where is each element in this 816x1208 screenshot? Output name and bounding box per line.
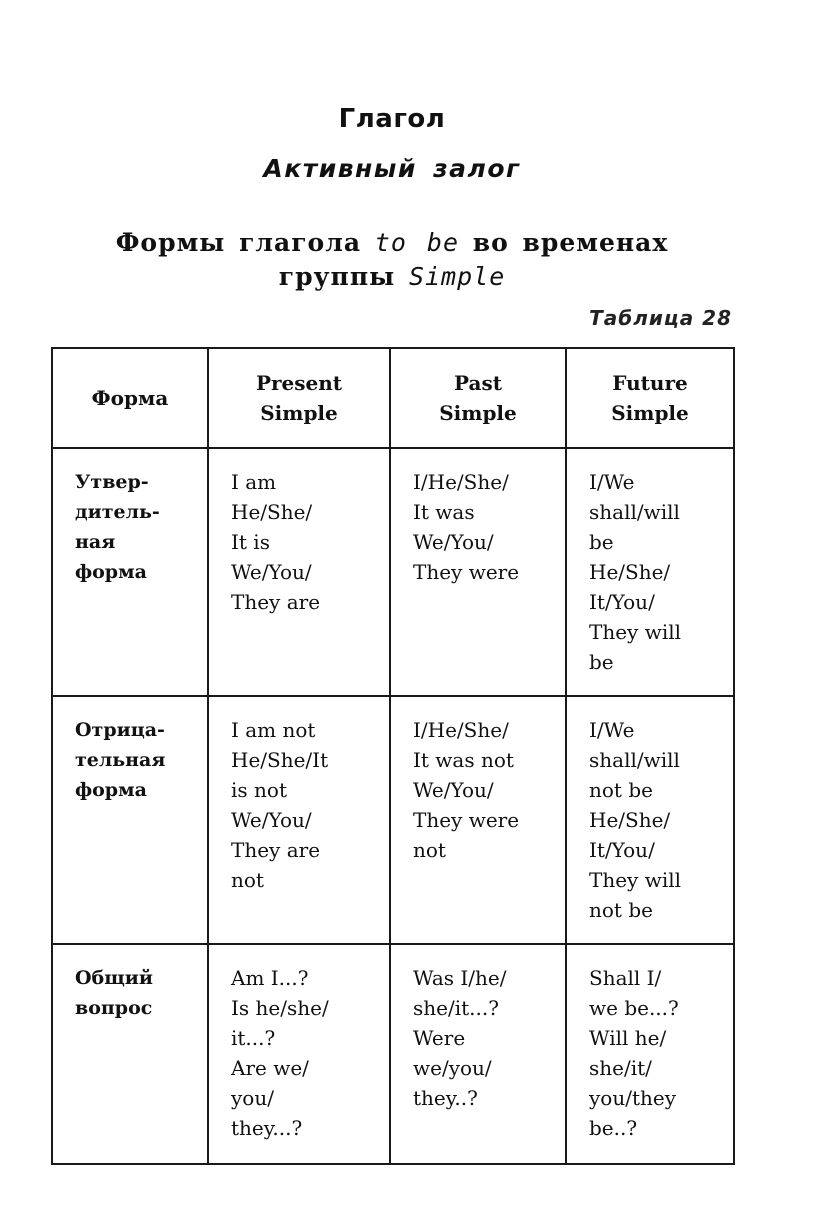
cell-line: It/You/: [589, 590, 655, 614]
cell-line: We/You/: [413, 778, 494, 802]
table-header-row: [52, 348, 734, 448]
cell-line: He/She/It: [231, 748, 329, 772]
cell-line: she/it...?: [413, 996, 499, 1020]
cell-line: be: [589, 650, 614, 674]
table-row-question: [52, 944, 734, 1164]
cell-line: not: [231, 868, 264, 892]
table-row-negative: [52, 696, 734, 944]
cell-line: They were: [413, 808, 520, 832]
label-line: Отрица-: [75, 719, 165, 741]
cell-line: shall/will: [589, 748, 680, 772]
cell-line: Will he/: [589, 1026, 667, 1050]
label-line: ная: [75, 531, 116, 553]
cell-line: not be: [589, 898, 653, 922]
header-present: [208, 348, 390, 448]
header-present-line: Present: [255, 371, 343, 395]
verb-forms-table: [51, 347, 735, 1165]
cell-affirmative-future: [566, 448, 734, 696]
row-label-affirmative: [52, 448, 208, 696]
cell-line: I/He/She/: [413, 718, 509, 742]
cell-line: It was not: [413, 748, 514, 772]
table-row-affirmative: [52, 448, 734, 696]
cell-negative-past: [390, 696, 566, 944]
cell-line: we be...?: [589, 996, 679, 1020]
heading-part3: группы: [278, 262, 396, 291]
cell-line: He/She/: [589, 560, 671, 584]
cell-affirmative-present: [208, 448, 390, 696]
cell-line: Was I/he/: [413, 966, 507, 990]
cell-line: They are: [231, 590, 321, 614]
label-line: дитель-: [75, 501, 160, 523]
heading-part1: Формы глагола: [115, 228, 362, 257]
cell-question-present: [208, 944, 390, 1164]
header-future-line: Simple: [611, 401, 689, 425]
cell-question-future: [566, 944, 734, 1164]
cell-affirmative-past: [390, 448, 566, 696]
label-line: Утвер-: [75, 471, 149, 493]
row-label-negative: [52, 696, 208, 944]
cell-line: she/it/: [589, 1056, 652, 1080]
header-future: [566, 348, 734, 448]
cell-line: you/: [231, 1086, 274, 1110]
cell-line: We/You/: [413, 530, 494, 554]
cell-line: not be: [589, 778, 653, 802]
label-line: тельная: [75, 749, 166, 771]
cell-line: they...?: [231, 1116, 303, 1140]
cell-line: They will: [589, 868, 682, 892]
cell-line: They are: [231, 838, 321, 862]
cell-line: I/We: [589, 718, 635, 742]
cell-negative-future: [566, 696, 734, 944]
row-label-question: [52, 944, 208, 1164]
cell-negative-present: [208, 696, 390, 944]
cell-line: I am: [231, 470, 277, 494]
cell-line: they..?: [413, 1086, 478, 1110]
heading-verb: to be: [374, 228, 460, 257]
cell-line: He/She/: [589, 808, 671, 832]
header-past: [390, 348, 566, 448]
cell-line: It/You/: [589, 838, 655, 862]
header-past-line: Simple: [439, 401, 517, 425]
cell-line: Am I...?: [231, 966, 309, 990]
cell-line: we/you/: [413, 1056, 492, 1080]
header-past-line: Past: [454, 371, 502, 395]
table-number: Таблица 28: [589, 306, 732, 330]
cell-line: We/You/: [231, 808, 312, 832]
cell-line: it...?: [231, 1026, 276, 1050]
header-present-line: Simple: [260, 401, 338, 425]
cell-line: you/they: [589, 1086, 677, 1110]
page-subtitle: Активный залог: [263, 154, 521, 183]
cell-line: It was: [413, 500, 475, 524]
cell-line: It is: [231, 530, 270, 554]
cell-line: be: [589, 530, 614, 554]
cell-line: I am not: [231, 718, 316, 742]
cell-line: We/You/: [231, 560, 312, 584]
cell-line: Shall I/: [589, 966, 662, 990]
cell-question-past: [390, 944, 566, 1164]
label-line: форма: [75, 779, 147, 801]
header-future-line: Future: [612, 371, 688, 395]
page-title: Глагол: [338, 104, 446, 134]
cell-line: is not: [231, 778, 287, 802]
header-form: Форма: [52, 348, 208, 448]
cell-line: I/We: [589, 470, 635, 494]
heading-part2: во временах: [472, 228, 669, 257]
heading-group: Simple: [408, 262, 506, 291]
cell-line: Is he/she/: [231, 996, 329, 1020]
section-heading: [0, 226, 784, 294]
cell-line: They will: [589, 620, 682, 644]
label-line: вопрос: [75, 997, 153, 1019]
cell-line: shall/will: [589, 500, 680, 524]
cell-line: He/She/: [231, 500, 313, 524]
cell-line: be..?: [589, 1116, 638, 1140]
cell-line: Are we/: [231, 1056, 309, 1080]
cell-line: not: [413, 838, 446, 862]
cell-line: They were: [413, 560, 520, 584]
label-line: форма: [75, 561, 147, 583]
label-line: Общий: [75, 967, 153, 989]
cell-line: Were: [413, 1026, 466, 1050]
cell-line: I/He/She/: [413, 470, 509, 494]
